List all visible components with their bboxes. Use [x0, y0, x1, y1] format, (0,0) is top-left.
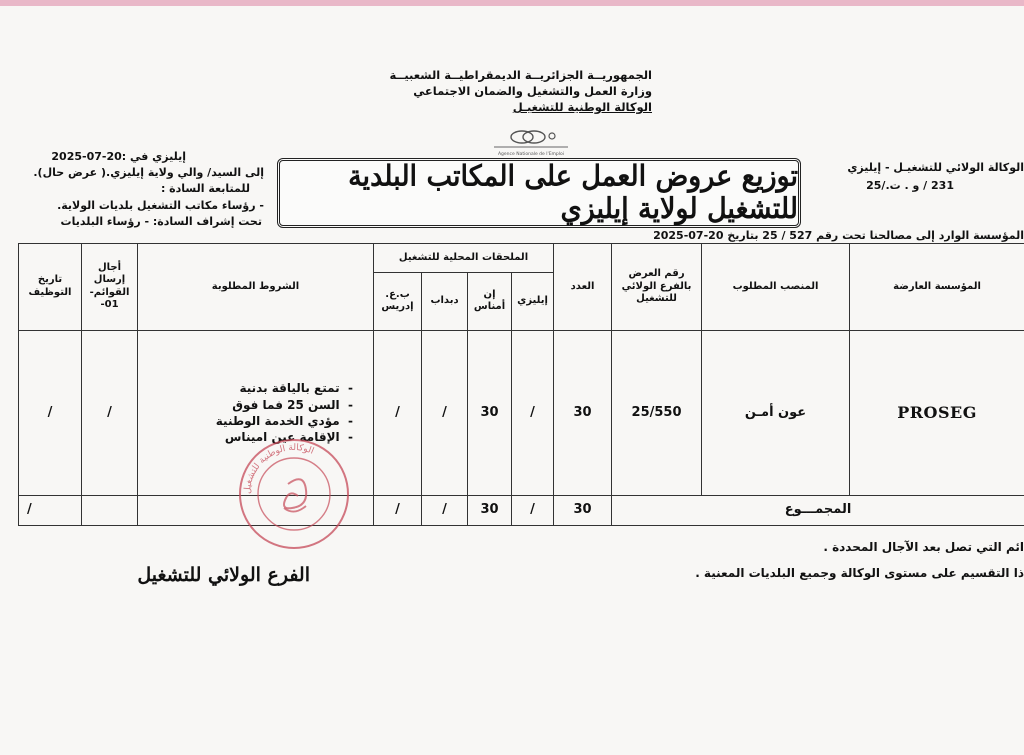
job-offers-table	[18, 243, 1024, 526]
hiring-date-cell: /	[19, 330, 82, 495]
total-in-amenas: 30	[468, 495, 512, 525]
position-cell: عون أمـن	[702, 330, 850, 495]
official-stamp	[236, 436, 352, 552]
company-cell: PROSEG	[850, 330, 1024, 495]
header-offer-number: رقم العرض بالفرع الولائي للتشغيل	[612, 244, 702, 331]
agency-header: الوكالة الوطنية للتشغيـل	[512, 100, 652, 114]
condition-item: - مؤدي الخدمة الوطنية	[215, 413, 353, 428]
table-row	[19, 330, 1024, 495]
office-heads-line: - رؤساء مكاتب التشغيل بلديات الولاية.	[57, 199, 264, 212]
logo-caption: Agence Nationale de l'Emploi	[497, 152, 565, 157]
anem-logo-icon	[486, 128, 576, 158]
in-amenas-cell: 30	[468, 330, 512, 495]
header-conditions: الشروط المطلوبة	[138, 244, 374, 331]
total-label: المجمـــوع	[612, 495, 1024, 525]
document-title: توزيع عروض العمل على المكاتب البلدية للتشغيل لولاية إيليزي	[348, 160, 798, 226]
total-deadline: /	[19, 495, 82, 525]
djanet-cell: /	[422, 330, 468, 495]
header-annexes: الملحقات المحلية للتشغيل	[374, 244, 554, 273]
header-deadline: أجال إرسال القوائم- 01-	[82, 244, 138, 331]
total-djanet: /	[422, 495, 468, 525]
total-illizi: /	[512, 495, 554, 525]
total-bordj: /	[374, 495, 422, 525]
condition-item: - السن 25 فما فوق	[232, 397, 353, 412]
reference-number: 231 / و . ت./25	[866, 179, 954, 192]
sender-line: الوكالة الولائي للتشغيـل - إيليزي	[847, 161, 1024, 174]
header-bordj: ب.ع. إدريس	[374, 273, 422, 330]
page-top-edge	[0, 0, 1024, 6]
condition-item: - تمتع بالياقة بدنية	[239, 381, 353, 396]
header-count: العدد	[554, 244, 612, 331]
header-company: المؤسسة العارضة	[850, 244, 1024, 331]
header-djanet: دبداب	[422, 273, 468, 330]
deadline-cell: /	[82, 330, 138, 495]
document-title-box	[277, 158, 801, 228]
republic-header: الجمهوريــة الجزائريــة الديمقراطيــة الشعبيــة	[389, 68, 652, 82]
signature-title: الفرع الولائي للتشغيل	[137, 564, 310, 586]
intro-line: المؤسسة الوارد إلى مصالحنا تحت رقم 527 / 25 بتاريخ 20-07-2025	[653, 229, 1024, 242]
ministry-header: وزارة العمل والتشغيل والضمان الاجتماعي	[413, 84, 652, 98]
addressee-line: إلى السيد/ والي ولاية إيليزي.( عرض حال).	[33, 166, 264, 179]
count-cell: 30	[554, 330, 612, 495]
notes-line-1: ائم التي تصل بعد الآجال المحددة .	[823, 540, 1024, 554]
total-count: 30	[554, 495, 612, 525]
total-deadline-empty	[82, 495, 138, 525]
header-illizi: إيليزي	[512, 273, 554, 330]
header-position: المنصب المطلوب	[702, 244, 850, 331]
supervision-line: تحت إشراف السادة: - رؤساء البلديات	[60, 215, 262, 228]
bordj-cell: /	[374, 330, 422, 495]
header-hiring-date: تاريخ التوظيف	[19, 244, 82, 331]
notes-line-2: ذا التقسيم على مستوى الوكالة وجميع البلديات المعنية .	[695, 566, 1024, 580]
total-row	[19, 495, 1024, 525]
offer-number-cell: 25/550	[612, 330, 702, 495]
followup-line: للمتابعة السادة :	[160, 182, 250, 195]
condition-item: - الإقامة عين اميناس	[224, 429, 353, 444]
stamp-text: الوكالة الوطنية للتشغيل	[242, 442, 316, 495]
header-in-amenas: إن أمناس	[468, 273, 512, 330]
illizi-cell: /	[512, 330, 554, 495]
date-line: إيليزي في :20-07-2025	[51, 150, 186, 163]
